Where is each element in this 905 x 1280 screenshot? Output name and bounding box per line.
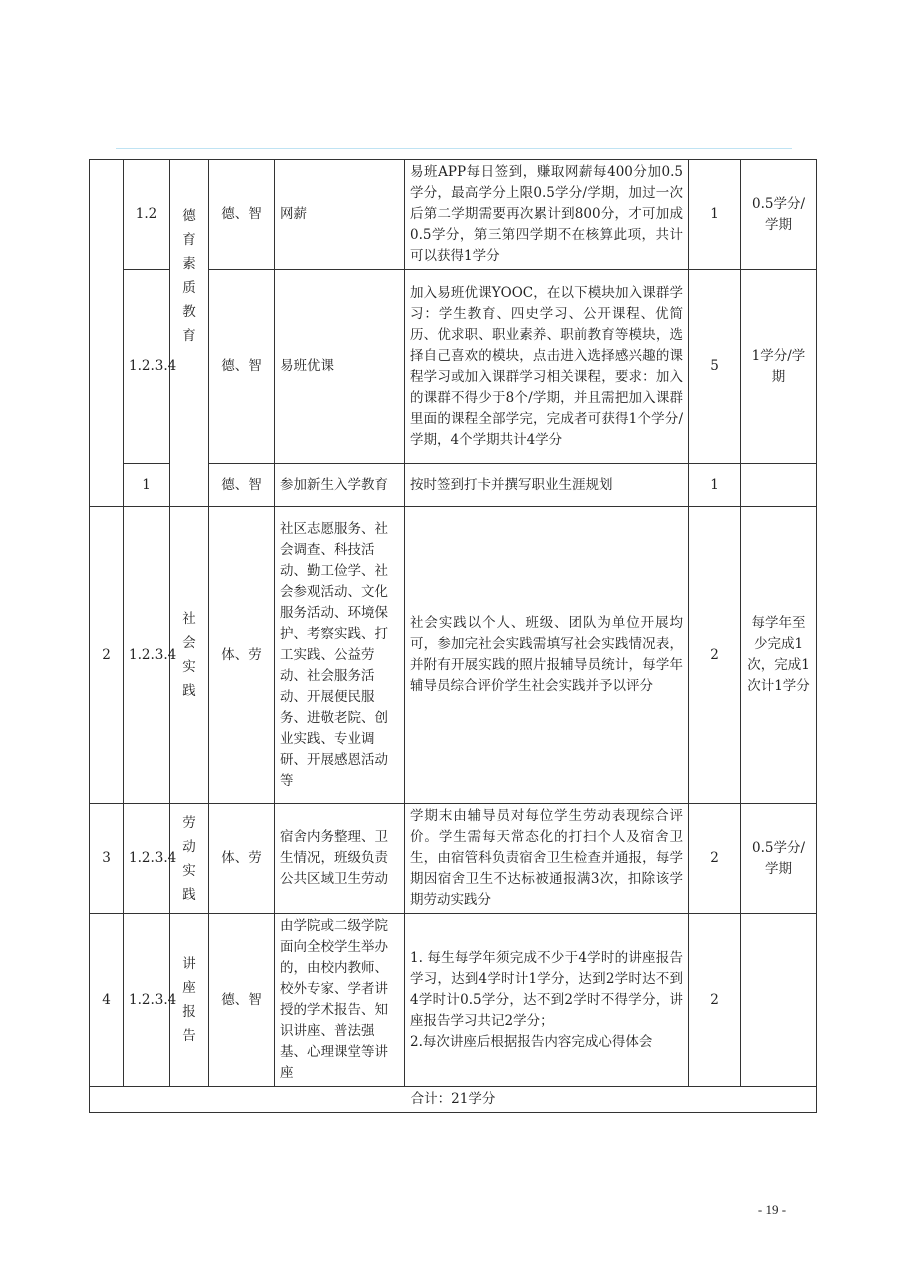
row-number-cell xyxy=(90,160,124,507)
description-point-1: 1. 每生每学年须完成不少于4学时的讲座报告学习，达到4学时计1学分，达到2学时达不到4学时计0.5学分，达不到2学时不得学分，讲座报告学习共记2学分； xyxy=(410,949,683,1029)
table-row xyxy=(90,507,817,804)
credit-table xyxy=(89,159,817,1113)
row-number-cell: 3 xyxy=(90,804,124,914)
code-cell: 1.2.3.4 xyxy=(124,804,170,914)
note-cell: 0.5学分/学期 xyxy=(741,804,817,914)
note-cell: 每学年至少完成1次，完成1次计1学分 xyxy=(741,507,817,804)
credits-cell: 1 xyxy=(689,160,741,270)
note-cell: 1学分/学期 xyxy=(741,270,817,464)
category-label: 劳动实践 xyxy=(182,814,196,903)
credits-cell: 2 xyxy=(689,507,741,804)
category-label: 德育素质教育 xyxy=(182,208,196,344)
table-row xyxy=(90,804,817,914)
row-number-cell: 2 xyxy=(90,507,124,804)
description-cell: 加入易班优课YOOC，在以下模块加入课群学习：学生教育、四史学习、公开课程、优简历、优求职、职业素养、职前教育等模块，选择自己喜欢的模块，点击进入选择感兴趣的课程学习或加入课群学习相关课程，要求：加入的课群不得少于8个/学期，并且需把加入课群里面的课程全部学完，完成者可获得1个学分/学期，4个学期共计4学分 xyxy=(405,270,689,464)
credits-cell: 2 xyxy=(689,804,741,914)
table-row xyxy=(90,914,817,1087)
page-number: - 19 - xyxy=(757,1202,787,1217)
credits-cell: 2 xyxy=(689,914,741,1087)
total-cell: 合计：21学分 xyxy=(90,1087,817,1113)
area-cell: 德、智 xyxy=(209,914,275,1087)
description-cell: 社会实践以个人、班级、团队为单位开展均可，参加完社会实践需填写社会实践情况表，并附有开展实践的照片报辅导员统计，每学年辅导员综合评价学生社会实践并予以评分 xyxy=(405,507,689,804)
item-cell: 易班优课 xyxy=(275,270,405,464)
code-cell: 1 xyxy=(124,464,170,507)
description-cell: 按时签到打卡并撰写职业生涯规划 xyxy=(405,464,689,507)
category-label: 讲座报告 xyxy=(182,956,196,1044)
credits-cell: 1 xyxy=(689,464,741,507)
area-cell: 德、智 xyxy=(209,160,275,270)
area-cell: 体、劳 xyxy=(209,507,275,804)
note-cell xyxy=(741,464,817,507)
description-cell: 学期末由辅导员对每位学生劳动表现综合评价。学生需每天常态化的打扫个人及宿舍卫生，由宿管科负责宿舍卫生检查并通报，每学期因宿舍卫生不达标被通报满3次，扣除该学期劳动实践分 xyxy=(405,804,689,914)
header-rule xyxy=(116,148,792,149)
item-cell: 社区志愿服务、社会调查、科技活动、勤工俭学、社会参观活动、文化服务活动、环境保护、考察实践、打工实践、公益劳动、社会服务活动、开展便民服务、进敬老院、创业实践、专业调研、开展感恩活动等 xyxy=(275,507,405,804)
credits-cell: 5 xyxy=(689,270,741,464)
note-cell xyxy=(741,914,817,1087)
code-cell: 1.2.3.4 xyxy=(124,270,170,464)
item-cell: 由学院或二级学院面向全校学生举办的，由校内教师、校外专家、学者讲授的学术报告、知识讲座、普法强基、心理课堂等讲座 xyxy=(275,914,405,1087)
item-cell: 宿舍内务整理、卫生情况，班级负责公共区域卫生劳动 xyxy=(275,804,405,914)
category-cell xyxy=(170,160,209,507)
code-cell: 1.2.3.4 xyxy=(124,507,170,804)
code-cell: 1.2.3.4 xyxy=(124,914,170,1087)
note-cell: 0.5学分/学期 xyxy=(741,160,817,270)
area-cell: 德、智 xyxy=(209,464,275,507)
description-cell xyxy=(405,914,689,1087)
description-point-2: 2.每次讲座后根据报告内容完成心得体会 xyxy=(410,1033,653,1050)
code-cell: 1.2 xyxy=(124,160,170,270)
row-number-cell: 4 xyxy=(90,914,124,1087)
item-cell: 参加新生入学教育 xyxy=(275,464,405,507)
category-label: 社会实践 xyxy=(182,611,196,699)
description-cell: 易班APP每日签到，赚取网薪每400分加0.5学分，最高学分上限0.5学分/学期，加过一次后第二学期需要再次累计到800分，才可加成0.5学分，第三第四学期不在核算此项，共计可以获得1学分 xyxy=(405,160,689,270)
item-cell: 网薪 xyxy=(275,160,405,270)
area-cell: 体、劳 xyxy=(209,804,275,914)
area-cell: 德、智 xyxy=(209,270,275,464)
table-row xyxy=(90,160,817,270)
total-row xyxy=(90,1087,817,1113)
